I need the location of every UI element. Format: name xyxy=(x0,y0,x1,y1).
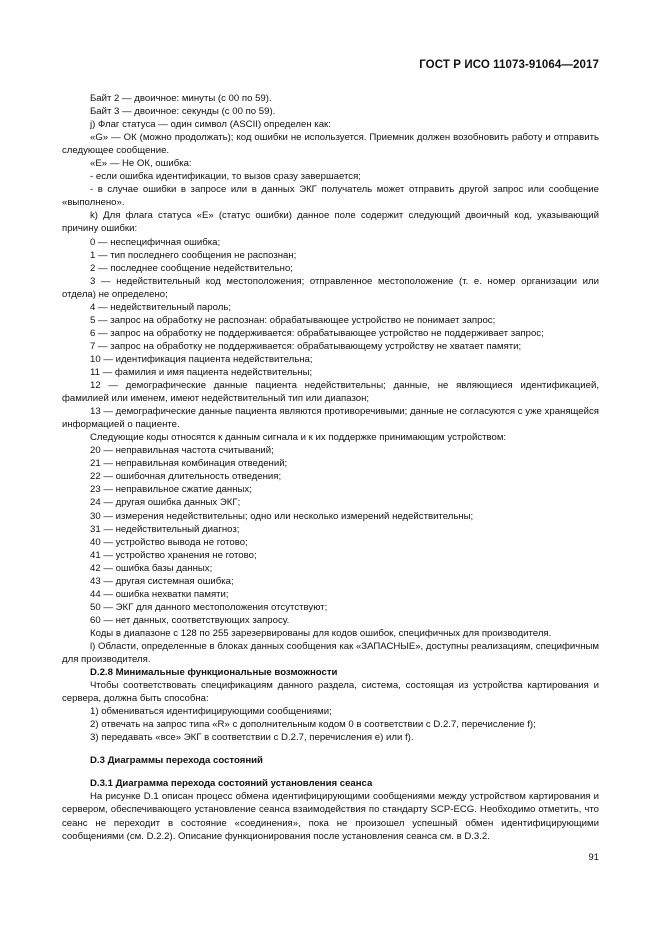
paragraph: - если ошибка идентификации, то вызов сразу завершается; xyxy=(90,171,361,183)
list-item: 2) отвечать на запрос типа «R» с дополнительным кодом 0 в соответствии с D.2.7, перечисление f); xyxy=(90,719,536,731)
section-d28-intro: Чтобы соответствовать спецификациям данного раздела, система, состоящая из устройства картирования и сервера, должна быть способна: xyxy=(62,680,599,705)
error-code-item: 42 — ошибка базы данных; xyxy=(90,562,213,574)
spacer xyxy=(62,767,599,777)
paragraph: - в случае ошибки в запросе или в данных ЭКГ получатель может отправить другой запрос или сообщение «выполнено». xyxy=(62,184,599,209)
document-body xyxy=(62,92,599,843)
section-d31-text: На рисунке D.1 описан процесс обмена идентифицирующими сообщениями между устройством картирования и сервером, обеспечивающего установление сеанса взаимодействия по стандарту SCP-ECG. Необходимо отметить, что сеанс не переходит в состояние «соединения», пока не произошел успешный обмен идентифицирующими сообщениями (см. D.2.2). Описание функционирования после установления сеанса см. в D.3.2. xyxy=(62,791,599,842)
list-item: 1) обмениваться идентифицирующими сообщениями; xyxy=(90,706,332,718)
section-heading-d28: D.2.8 Минимальные функциональные возможности xyxy=(90,667,338,679)
paragraph: «G» — ОК (можно продолжать); код ошибки не используется. Приемник должен возобновить работу и отправить следующее сообщение. xyxy=(62,132,599,157)
section-heading-d3: D.3 Диаграммы перехода состояний xyxy=(90,755,263,767)
paragraph: Следующие коды относятся к данным сигнала и к их поддержке принимающим устройством: xyxy=(90,432,507,444)
error-code-item: 24 — другая ошибка данных ЭКГ; xyxy=(90,497,241,509)
section-heading-d31: D.3.1 Диаграмма перехода состояний установления сеанса xyxy=(90,778,373,790)
error-code-item: 4 — недействительный пароль; xyxy=(90,301,231,313)
error-code-item: 12 — демографические данные пациента недействительны; данные, не являющиеся идентификацией, фамилией или именем, имеют недействительный тип или диапазон; xyxy=(62,380,599,405)
error-code-item: 11 — фамилия и имя пациента недействительны; xyxy=(90,366,313,378)
error-code-item: 23 — неправильное сжатие данных; xyxy=(90,484,252,496)
error-code-item: 50 — ЭКГ для данного местоположения отсутствуют; xyxy=(90,601,328,613)
paragraph: k) Для флага статуса «Е» (статус ошибки) данное поле содержит следующий двоичный код, указывающий причину ошибки: xyxy=(62,210,599,235)
paragraph: Коды в диапазоне с 128 по 255 зарезервированы для кодов ошибок, специфичных для производителя. xyxy=(90,627,552,639)
error-code-item: 30 — измерения недействительны; одно или несколько измерений недействительны; xyxy=(90,510,474,522)
error-code-item: 2 — последнее сообщение недействительно; xyxy=(90,262,293,274)
list-item: 3) передавать «все» ЭКГ в соответствии с D.2.7, перечисления е) или f). xyxy=(90,732,414,744)
error-code-item: 41 — устройство хранения не готово; xyxy=(90,549,257,561)
page-number: 91 xyxy=(588,852,599,863)
error-code-item: 60 — нет данных, соответствующих запросу. xyxy=(90,614,290,626)
error-code-item: 10 — идентификация пациента недействительна; xyxy=(90,353,313,365)
error-code-item: 20 — неправильная частота считываний; xyxy=(90,445,274,457)
error-code-item: 21 — неправильная комбинация отведений; xyxy=(90,458,288,470)
error-code-item: 13 — демографические данные пациента являются противоречивыми; данные не согласуются с уже хранящейся информацией о пациенте. xyxy=(62,406,599,431)
error-code-item: 40 — устройство вывода не готово; xyxy=(90,536,248,548)
error-code-item: 7 — запрос на обработку не поддерживается: обрабатывающему устройству не хватает памяти; xyxy=(90,340,522,352)
error-code-item: 6 — запрос на обработку не поддерживается: обрабатывающее устройство не поддерживает запрос; xyxy=(90,327,544,339)
paragraph: Байт 3 — двоичное: секунды (с 00 по 59). xyxy=(90,106,276,118)
error-code-item: 3 — недействительный код местоположения; отправленное местоположение (т. е. номер организации или отдела) не определено; xyxy=(62,275,599,300)
error-code-item: 22 — ошибочная длительность отведения; xyxy=(90,471,282,483)
error-code-item: 43 — другая системная ошибка; xyxy=(90,575,234,587)
error-code-item: 44 — ошибка нехватки памяти; xyxy=(90,588,229,600)
paragraph: «Е» — Не ОК, ошибка: xyxy=(90,158,192,170)
paragraph: j) Флаг статуса — один символ (ASCII) определен как: xyxy=(90,119,331,131)
error-code-item: 31 — недействительный диагноз; xyxy=(90,523,240,535)
document-header: ГОСТ Р ИСО 11073-91064—2017 xyxy=(419,59,599,71)
error-code-item: 5 — запрос на обработку не распознан: обрабатывающее устройство не понимает запрос; xyxy=(90,314,496,326)
error-code-item: 1 — тип последнего сообщения не распознан; xyxy=(90,249,297,261)
spacer xyxy=(62,744,599,754)
paragraph: Байт 2 — двоичное: минуты (с 00 по 59). xyxy=(90,93,272,104)
error-code-item: 0 — неспецифичная ошибка; xyxy=(90,236,221,248)
paragraph: l) Области, определенные в блоках данных сообщения как «ЗАПАСНЫЕ», доступны реализациям, специфичным для производителя. xyxy=(62,640,599,666)
